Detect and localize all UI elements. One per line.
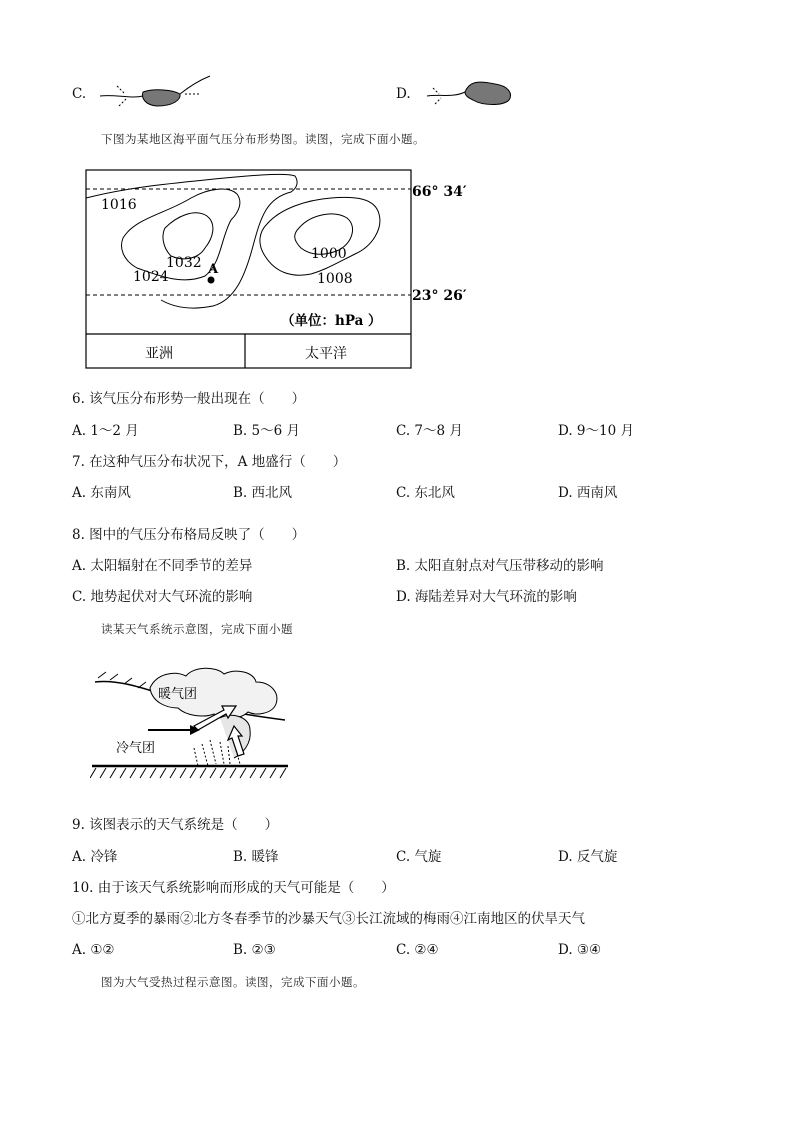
isobar-1032 [163, 213, 213, 259]
cold-air-label: 冷气团 [116, 741, 156, 756]
q7-option-c[interactable]: C. 东北风 [396, 485, 455, 501]
q6-option-a[interactable]: A. 1～2 月 [72, 423, 139, 439]
isobar-1008 [260, 197, 380, 275]
q10-stem: 10. 由于该天气系统影响而形成的天气可能是（ ） [72, 880, 395, 896]
ground-hatch [90, 768, 286, 778]
q10-option-d[interactable]: D. ③④ [558, 942, 602, 958]
iso-label-1024: 1024 [133, 269, 169, 285]
caption-heating: 图为大气受热过程示意图。读图，完成下面小题。 [101, 975, 365, 989]
q10-option-c[interactable]: C. ②④ [396, 942, 439, 958]
pacific-label: 太平洋 [305, 346, 347, 362]
unit-label: （单位：hPa ） [281, 313, 382, 329]
q7-stem: 7. 在这种气压分布状况下，A 地盛行（ ） [72, 454, 347, 470]
q8-option-a[interactable]: A. 太阳辐射在不同季节的差异 [72, 558, 253, 574]
q8-stem: 8. 图中的气压分布格局反映了（ ） [72, 527, 306, 543]
iso-label-1032: 1032 [166, 255, 202, 271]
q6-option-c[interactable]: C. 7～8 月 [396, 423, 463, 439]
front-diagram [90, 660, 290, 785]
q8-option-c[interactable]: C. 地势起伏对大气环流的影响 [72, 589, 253, 605]
lat-label-bottom: 23° 26′ [412, 288, 467, 304]
q6-option-d[interactable]: D. 9～10 月 [558, 423, 634, 439]
iso-label-1008: 1008 [317, 271, 353, 287]
q7-option-b[interactable]: B. 西北风 [233, 485, 293, 501]
caption-pressure-map: 下图为某地区海平面气压分布形势图。读图，完成下面小题。 [101, 132, 425, 146]
q10-option-b[interactable]: B. ②③ [233, 942, 276, 958]
option-d-label: D. [396, 86, 411, 102]
q9-option-c[interactable]: C. 气旋 [396, 849, 442, 865]
option-d-sketch [425, 72, 525, 112]
q8-option-b[interactable]: B. 太阳直射点对气压带移动的影响 [396, 558, 604, 574]
q10-option-a[interactable]: A. ①② [72, 942, 115, 958]
q9-option-b[interactable]: B. 暖锋 [233, 849, 279, 865]
option-c-label: C. [72, 86, 87, 102]
point-a-marker [208, 277, 215, 284]
q7-option-d[interactable]: D. 西南风 [558, 485, 618, 501]
q6-option-b[interactable]: B. 5～6 月 [233, 423, 300, 439]
q6-stem: 6. 该气压分布形势一般出现在（ ） [72, 391, 306, 407]
q10-items: ①北方夏季的暴雨②北方冬春季节的沙暴天气③长江流域的梅雨④江南地区的伏旱天气 [72, 911, 585, 927]
q7-option-a[interactable]: A. 东南风 [72, 485, 131, 501]
q8-option-d[interactable]: D. 海陆差异对大气环流的影响 [396, 589, 577, 605]
pressure-map [85, 168, 470, 370]
point-a-label: A [208, 262, 219, 277]
asia-label: 亚洲 [145, 346, 173, 362]
q9-stem: 9. 该图表示的天气系统是（ ） [72, 817, 279, 833]
option-c-sketch [95, 72, 215, 112]
q9-option-a[interactable]: A. 冷锋 [72, 849, 118, 865]
caption-front: 读某天气系统示意图，完成下面小题 [101, 622, 293, 636]
warm-air-label: 暖气团 [158, 687, 198, 702]
iso-label-1016: 1016 [101, 197, 137, 213]
q9-option-d[interactable]: D. 反气旋 [558, 849, 618, 865]
iso-label-1000: 1000 [311, 246, 347, 262]
lat-label-top: 66° 34′ [412, 184, 467, 200]
isobar-1016 [86, 174, 297, 308]
